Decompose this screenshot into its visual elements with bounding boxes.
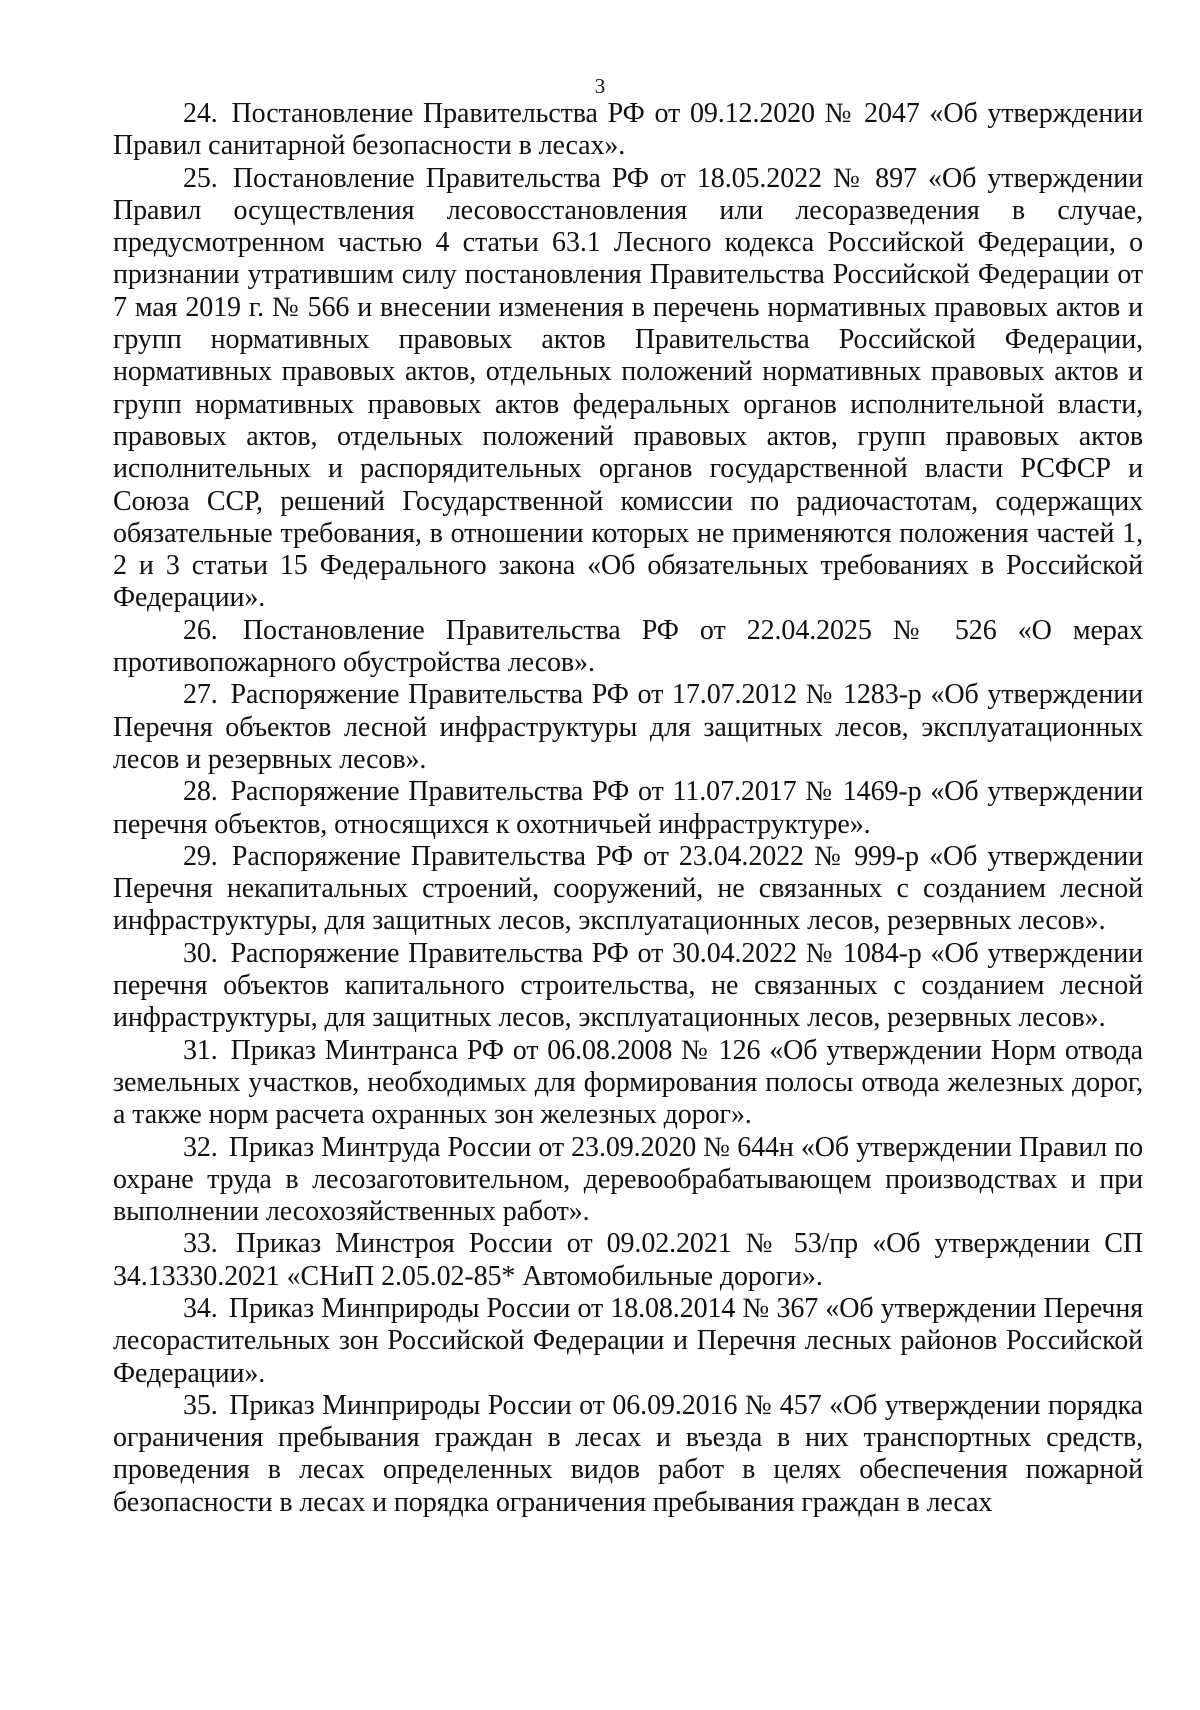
item-number: 35. [183,1389,218,1421]
item-number: 33. [183,1228,218,1260]
item-text: Приказ Минприроды России от 18.08.2014 № 367 «Об утверждении Перечня лесорастительных зон Российской Федерации и Перечня лесных районов Российской Федерации». [113,1292,1143,1389]
item-text: Приказ Минстроя России от 09.02.2021 № 53/пр «Об утверждении СП 34.13330.2021 «СНиП 2.05.02-85* Автомобильные дороги». [113,1228,1143,1292]
item-number: 31. [183,1034,218,1066]
list-item [113,776,1143,841]
list-item [113,1228,1143,1293]
item-text: Распоряжение Правительства РФ от 11.07.2017 № 1469-р «Об утверждении перечня объектов, относящихся к охотничьей инфраструктуре». [113,776,1143,840]
item-number: 25. [183,162,218,194]
item-text: Распоряжение Правительства РФ от 17.07.2012 № 1283-р «Об утверждении Перечня объектов лесной инфраструктуры для защитных лесов, эксплуатационных лесов и резервных лесов». [113,679,1143,775]
item-number: 29. [183,840,218,872]
list-item [113,841,1143,938]
list-item [113,163,1143,615]
item-text: Распоряжение Правительства РФ от 30.04.2022 № 1084-р «Об утверждении перечня объектов капитального строительства, не связанных с созданием лесной инфраструктуры, для защитных лесов, эксплуатационных лесов, резервных лесов». [113,937,1143,1034]
item-text: Постановление Правительства РФ от 18.05.2022 № 897 «Об утверждении Правил осуществления лесовосстановления или лесоразведения в случае, предусмотренном частью 4 статьи 63.1 Лесного кодекса Российской Федерации, о признании утратившим силу постановления Правительства Российской Федерации от 7 мая 2019 г. № 566 и внесении изменения в перечень нормативных правовых актов и групп нормативных правовых актов Правительства Российской Федерации, нормативных правовых актов, отдельных положений нормативных правовых актов и групп нормативных правовых актов федеральных органов исполнительной власти, правовых актов, отдельных положений правовых актов, групп правовых актов исполнительных и распорядительных органов государственной власти РСФСР и Союза ССР, решений Государственной комиссии по радиочастотам, содержащих обязательные требования, в отношении которых не применяются положения частей 1, 2 и 3 статьи 15 Федерального закона «Об обязательных требованиях в Российской Федерации». [113,162,1143,614]
item-text: Постановление Правительства РФ от 22.04.2025 № 526 «О мерах противопожарного обустройства лесов». [113,614,1143,679]
list-item [113,1035,1143,1132]
list-item [113,615,1143,680]
list-item [113,938,1143,1035]
item-text: Распоряжение Правительства РФ от 23.04.2022 № 999-р «Об утверждении Перечня некапитальных строений, сооружений, не связанных с созданием лесной инфраструктуры, для защитных лесов, эксплуатационных лесов, резервных лесов». [113,840,1143,937]
regulation-list [113,98,1143,1519]
item-text: Постановление Правительства РФ от 09.12.2020 № 2047 «Об утверждении Правил санитарной безопасности в лесах». [113,98,1143,162]
item-text: Приказ Минприроды России от 06.09.2016 № 457 «Об утверждении порядка ограничения пребывания граждан в лесах и въезда в них транспортных средств, проведения в лесах определенных видов работ в целях обеспечения пожарной безопасности в лесах и порядка ограничения пребывания граждан в лесах [113,1389,1144,1518]
page-number: 3 [594,74,606,98]
item-text: Приказ Минтруда России от 23.09.2020 № 644н «Об утверждении Правил по охране труда в лесозаготовительном, деревообрабатывающем производствах и при выполнении лесохозяйственных работ». [113,1131,1143,1228]
list-item [113,98,1143,163]
item-text: Приказ Минтранса РФ от 06.08.2008 № 126 «Об утверждении Норм отвода земельных участков, необходимых для формирования полосы отвода железных дорог, а также норм расчета охранных зон железных дорог». [113,1034,1144,1131]
list-item [113,1293,1143,1390]
list-item [113,1390,1143,1519]
item-number: 24. [183,98,218,129]
item-number: 30. [183,937,218,969]
list-item [113,1132,1143,1229]
item-number: 27. [183,679,218,711]
item-number: 32. [183,1131,218,1163]
list-item [113,679,1143,776]
item-number: 26. [183,614,218,646]
item-number: 34. [183,1292,218,1324]
item-number: 28. [183,776,218,808]
